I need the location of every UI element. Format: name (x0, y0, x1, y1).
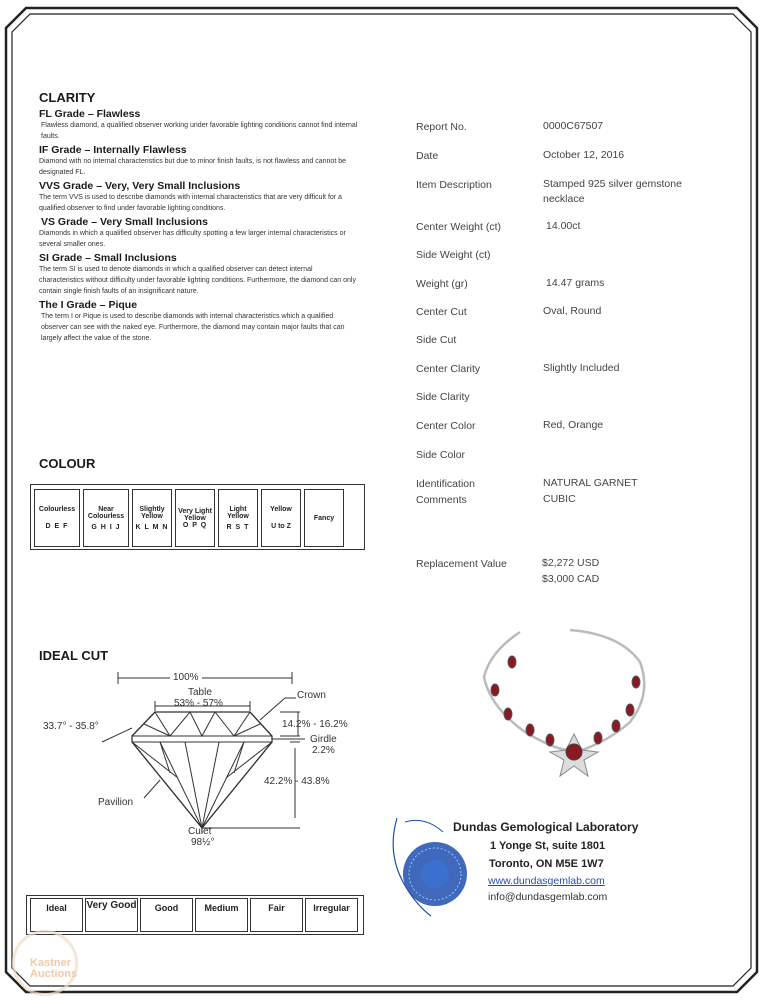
weight-grams-label: Weight (gr) (416, 278, 468, 290)
grade-title: VS Grade – Very Small Inclusions (41, 216, 208, 228)
center-weight-value: 14.00ct (546, 220, 581, 232)
width-percentage: 100% (170, 672, 202, 683)
colour-letters: O P Q (182, 521, 208, 529)
crown-height: 14.2% - 16.2% (282, 719, 348, 730)
cut-grade-irregular: Irregular (305, 898, 358, 932)
cut-grade-fair: Fair (250, 898, 303, 932)
ideal-cut-heading: IDEAL CUT (39, 648, 109, 663)
cut-grade-good: Good (140, 898, 193, 932)
replacement-usd: $2,272 USD (542, 557, 600, 569)
cut-grade-ideal: Ideal (30, 898, 83, 932)
report-number-label: Report No. (416, 121, 467, 133)
table-range: 53% - 57% (174, 698, 223, 709)
culet-label: Culet (188, 826, 212, 837)
comments-value: CUBIC (543, 493, 576, 505)
side-weight-label: Side Weight (ct) (416, 249, 491, 261)
colour-letters: D E F (45, 523, 69, 530)
grade-description: The term I or Pique is used to describe diamonds with internal characteristics which a qualified observer can see with the naked eye. Furthermore, the diamond may contain major faults that can largely affect the value of the stone. (41, 313, 345, 342)
replacement-value-label: Replacement Value (416, 558, 507, 570)
colour-name: Very Light Yellow (178, 507, 212, 522)
lab-website-link[interactable]: www.dundasgemlab.com (488, 875, 605, 887)
colour-cell-fancy (304, 489, 344, 547)
center-color-label: Center Color (416, 420, 476, 432)
colour-letters: U to Z (271, 523, 291, 530)
grade-vvs (39, 180, 359, 214)
identification-label: Identification (416, 478, 475, 490)
colour-name: Yellow (270, 506, 292, 513)
colour-cell-colourless (34, 489, 80, 547)
colour-cell-very-light-yellow (175, 489, 215, 547)
colour-cell-slightly-yellow (132, 489, 172, 547)
lab-email: info@dundasgemlab.com (488, 891, 608, 903)
date-label: Date (416, 150, 439, 162)
grade-description: The term VVS is used to describe diamonds with internal characteristics that are very difficult for a qualified observer to find under favorable lighting conditions. (39, 194, 342, 212)
colour-letters: R S T (226, 523, 250, 531)
grade-title: FL Grade – Flawless (39, 108, 141, 120)
date-value: October 12, 2016 (543, 149, 625, 161)
grade-title: SI Grade – Small Inclusions (39, 252, 177, 264)
colour-scale-table (31, 486, 347, 550)
grade-description: Diamond with no internal characteristics but due to minor finish faults, is not flawless and cannot be designated FL. (39, 158, 346, 176)
pavilion-depth: 42.2% - 43.8% (264, 776, 330, 787)
watermark-text: Kastner Auctions (30, 957, 78, 980)
colour-letters: K L M N (135, 523, 169, 531)
lab-address-line1: 1 Yonge St, suite 1801 (490, 840, 606, 852)
colour-name: Near Colourless (87, 505, 125, 520)
center-cut-value: Oval, Round (543, 305, 602, 317)
colour-name: Colourless (38, 506, 76, 513)
report-number-value: 0000C67507 (543, 120, 604, 132)
lab-name: Dundas Gemological Laboratory (453, 820, 639, 834)
grade-description: Diamonds in which a qualified observer has difficulty spotting a few larger internal characteristics or several smaller ones. (39, 230, 346, 248)
side-clarity-label: Side Clarity (416, 391, 470, 403)
cut-grade-very-good: Very Good (85, 898, 138, 932)
colour-cell-light-yellow (218, 489, 258, 547)
colour-name: Light Yellow (227, 505, 249, 520)
grade-si (39, 252, 359, 297)
colour-cell-near-colourless (83, 489, 129, 547)
grade-description: The term SI is used to denote diamonds in which a qualified observer can detect internal characteristics without difficulty under favorable lighting conditions. Furthermore, the diamond can only contain single finish faults of an insignificant nature. (39, 266, 356, 295)
girdle-value: 2.2% (312, 745, 335, 756)
grade-title: IF Grade – Internally Flawless (39, 144, 187, 156)
table-label: Table (188, 687, 212, 698)
crown-label: Crown (297, 690, 326, 701)
center-weight-label: Center Weight (ct) (416, 221, 501, 233)
side-color-label: Side Color (416, 449, 466, 461)
girdle-label: Girdle (310, 734, 337, 745)
colour-heading: COLOUR (39, 456, 96, 471)
grade-description: Flawless diamond, a qualified observer working under favorable lighting conditions cannot find internal faults. (41, 122, 358, 140)
item-description-value: Stamped 925 silver gemstone necklace (543, 178, 682, 205)
weight-grams-value: 14.47 grams (546, 277, 605, 289)
colour-letters: G H I J (91, 523, 121, 531)
colour-name: Slightly Yellow (139, 505, 165, 520)
center-cut-label: Center Cut (416, 306, 467, 318)
grade-title: VVS Grade – Very, Very Small Inclusions (39, 180, 241, 192)
crown-angle: 33.7° - 35.8° (43, 721, 99, 732)
grade-title: The I Grade – Pique (39, 299, 138, 311)
grade-if (39, 144, 359, 178)
culet-value: 98½° (191, 837, 215, 848)
replacement-cad: $3,000 CAD (542, 573, 600, 585)
grade-fl (39, 108, 359, 142)
grade-vs (39, 216, 359, 250)
necklace-image (470, 622, 670, 792)
colour-cell-yellow (261, 489, 301, 547)
lab-address-line2: Toronto, ON M5E 1W7 (489, 858, 604, 870)
side-cut-label: Side Cut (416, 334, 457, 346)
cut-grade-medium: Medium (195, 898, 248, 932)
grade-i (39, 299, 359, 344)
pavilion-label: Pavilion (98, 797, 134, 808)
item-description-label: Item Description (416, 179, 492, 191)
center-clarity-label: Center Clarity (416, 363, 481, 375)
identification-value: NATURAL GARNET (543, 477, 638, 489)
center-color-value: Red, Orange (543, 419, 604, 431)
colour-name: Fancy (313, 514, 335, 522)
center-clarity-value: Slightly Included (543, 362, 620, 374)
comments-label: Comments (416, 494, 467, 506)
clarity-heading: CLARITY (39, 90, 96, 105)
clarity-grade-list (39, 108, 359, 344)
